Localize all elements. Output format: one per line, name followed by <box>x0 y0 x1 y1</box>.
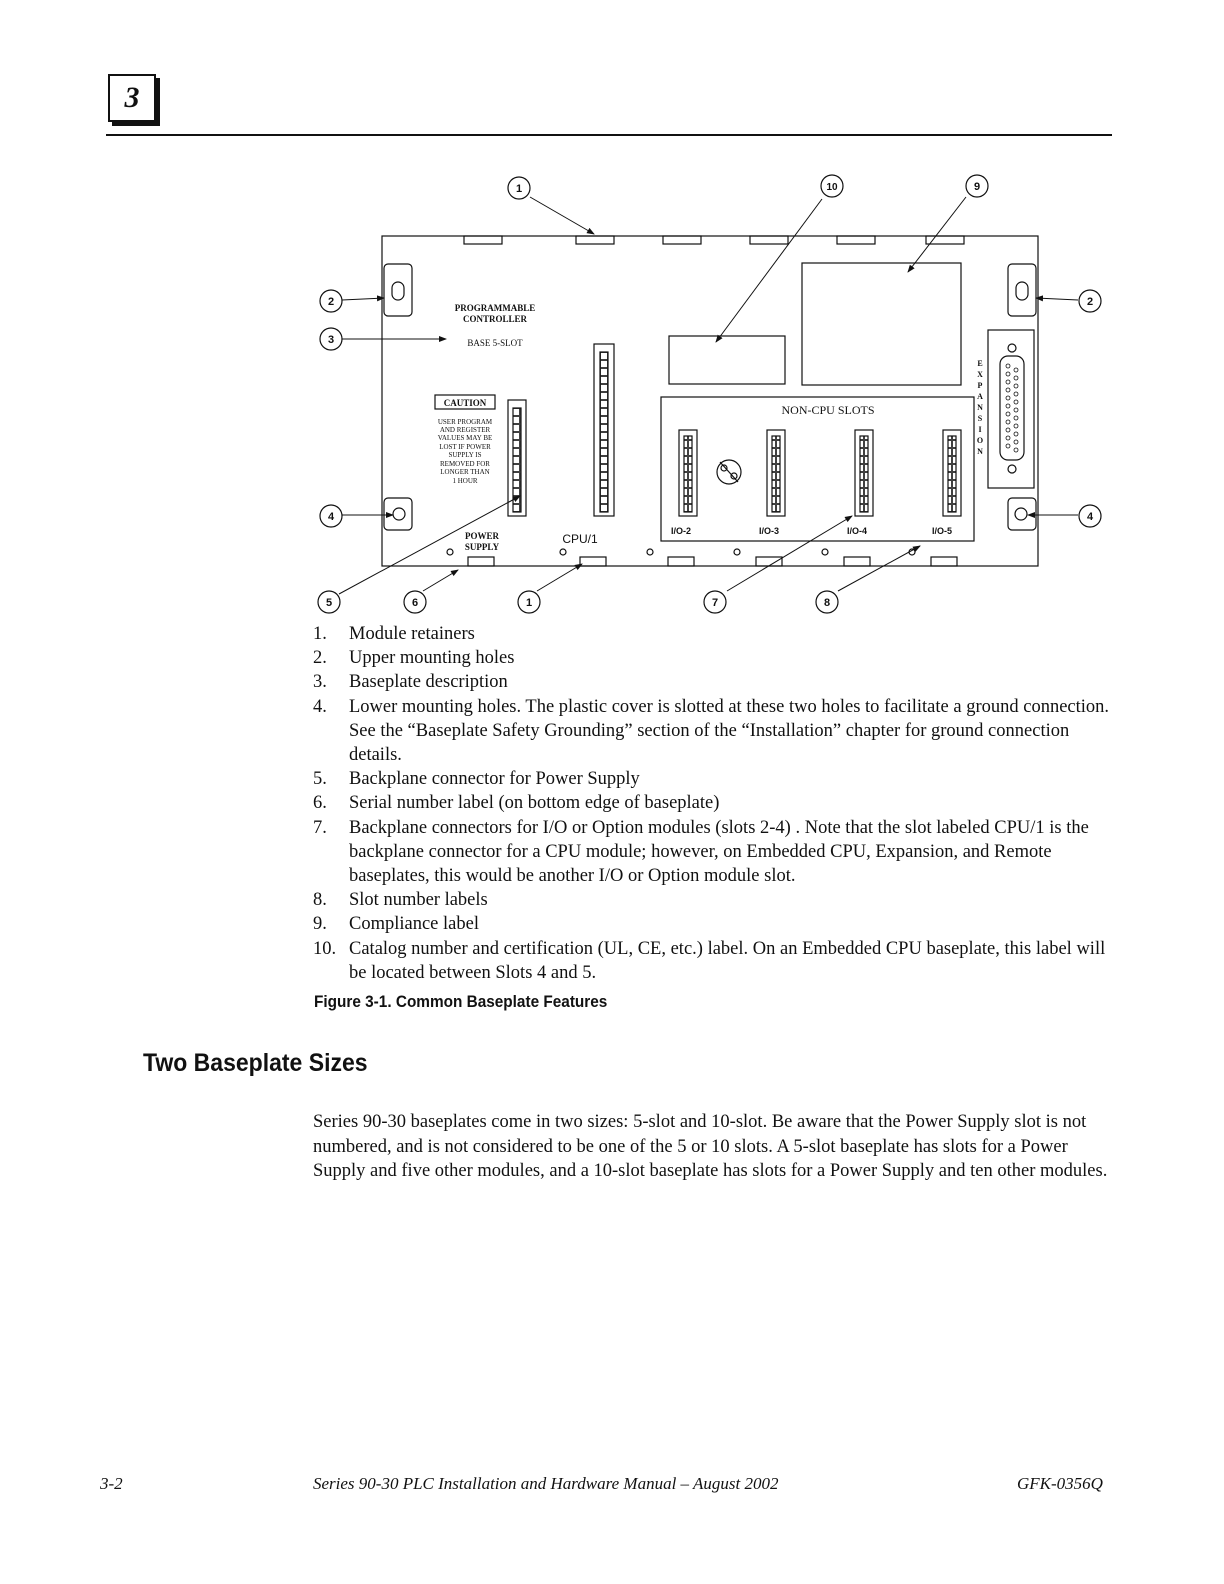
board-title-line1: PROGRAMMABLE <box>454 303 536 313</box>
list-item-text: Backplane connectors for I/O or Option modules (slots 2-4) . Note that the slot labeled CPU/1 is the backplane connector for a CPU module; however, on Embedded CPU, Expansion, and Remote baseplates, this would be another I/O or Option module slot. <box>349 817 1089 887</box>
list-item-number: 5. <box>313 769 327 790</box>
list-item-text: Compliance label <box>349 914 479 935</box>
callout-1-top <box>508 177 530 199</box>
expansion-letter: E <box>977 359 983 368</box>
svg-text:10: 10 <box>826 182 838 193</box>
expansion-letter: A <box>977 392 983 401</box>
callout-6 <box>404 591 426 613</box>
callout-4-right <box>1079 505 1101 527</box>
list-item-number: 4. <box>313 696 327 717</box>
list-item-text: Catalog number and certification (UL, CE, etc.) label. On an Embedded CPU baseplate, this label will be located between Slots 4 and 5. <box>349 938 1106 983</box>
callout-2-left <box>320 290 342 312</box>
power-supply-label-line2: SUPPLY <box>464 542 500 552</box>
header-rule <box>106 134 1112 136</box>
caution-title: CAUTION <box>443 398 487 408</box>
svg-text:6: 6 <box>411 597 419 609</box>
io-slot-label: I/O-3 <box>758 526 780 536</box>
body-paragraph: Series 90-30 baseplates come in two sizes: 5-slot and 10-slot. Be aware that the Power Supply slot is not numbered, and is not considered to be one of the 5 or 10 slots. A 5-slot baseplate has slots for a Power Supply and five other modules, and a 10-slot baseplate has slots for a Power Supply and ten other modules. <box>313 1112 1108 1181</box>
list-item-number: 7. <box>313 817 327 838</box>
base-label: BASE 5-SLOT <box>467 338 523 348</box>
svg-text:1: 1 <box>525 597 533 609</box>
list-item-text: Lower mounting holes. The plastic cover is slotted at these two holes to facilitate a ground connection. See the “Baseplate Safety Grounding” section of the “Installation” chapter for ground connection details. <box>349 696 1110 766</box>
cpu-slot-label: CPU/1 <box>562 532 598 546</box>
list-item-text: Backplane connector for Power Supply <box>349 769 640 790</box>
footer-manual-title: Series 90-30 PLC Installation and Hardware Manual – August 2002 <box>313 1474 779 1493</box>
list-item <box>313 622 1113 646</box>
caution-line: 1 HOUR <box>452 477 478 485</box>
expansion-letter: S <box>977 414 983 423</box>
svg-text:3: 3 <box>327 334 335 346</box>
expansion-letter: N <box>977 447 983 456</box>
callout-7 <box>704 591 726 613</box>
callout-8 <box>816 591 838 613</box>
svg-text:7: 7 <box>711 597 719 609</box>
list-item <box>313 888 1113 912</box>
list-item-number: 10. <box>313 938 337 959</box>
io-slot-label: I/O-4 <box>846 526 868 536</box>
chapter-number-box <box>108 74 156 122</box>
caution-line: AND REGISTER <box>439 426 491 434</box>
chapter-number: 3 <box>124 81 140 114</box>
expansion-letter: I <box>978 425 982 434</box>
list-item-number: 9. <box>313 914 327 935</box>
callout-3 <box>320 328 342 350</box>
svg-text:4: 4 <box>327 511 335 523</box>
expansion-letter: P <box>977 381 983 390</box>
list-item-number: 6. <box>313 793 327 814</box>
list-item <box>313 791 1113 815</box>
list-item <box>313 695 1113 768</box>
figure-caption: Figure 3-1. Common Baseplate Features <box>314 993 608 1011</box>
list-item <box>313 670 1113 694</box>
non-cpu-slots-label: NON-CPU SLOTS <box>781 403 875 417</box>
callout-5 <box>318 591 340 613</box>
list-item-text: Serial number label (on bottom edge of baseplate) <box>349 793 720 814</box>
footer-doc-code: GFK-0356Q <box>1017 1474 1103 1493</box>
list-item <box>313 816 1113 889</box>
callout-9 <box>966 175 988 197</box>
io-slot-label: I/O-2 <box>670 526 692 536</box>
svg-text:2: 2 <box>327 296 335 308</box>
svg-text:4: 4 <box>1086 511 1094 523</box>
caution-line: SUPPLY IS <box>448 451 482 459</box>
power-supply-label-line1: POWER <box>464 531 500 541</box>
board-title-line2: CONTROLLER <box>462 314 528 324</box>
list-item-text: Upper mounting holes <box>349 648 515 669</box>
list-item-number: 1. <box>313 624 327 644</box>
list-item <box>313 937 1113 985</box>
list-item <box>313 767 1113 791</box>
caution-line: LOST IF POWER <box>439 443 491 451</box>
caution-line: REMOVED FOR <box>440 460 490 468</box>
section-heading: Two Baseplate Sizes <box>143 1049 368 1077</box>
expansion-letter: X <box>977 370 983 379</box>
svg-text:5: 5 <box>325 597 333 609</box>
caution-line: LONGER THAN <box>440 468 490 476</box>
list-item-number: 8. <box>313 890 327 911</box>
footer-page-number: 3-2 <box>100 1474 123 1493</box>
list-item-number: 2. <box>313 648 327 669</box>
svg-text:2: 2 <box>1086 296 1094 308</box>
list-item-text: Baseplate description <box>349 672 508 693</box>
svg-text:1: 1 <box>515 183 523 195</box>
caution-line: VALUES MAY BE <box>437 434 493 442</box>
list-item <box>313 646 1113 670</box>
svg-text:9: 9 <box>973 181 981 193</box>
list-item-text: Module retainers <box>349 624 475 644</box>
expansion-letter: O <box>976 436 984 445</box>
caution-line: USER PROGRAM <box>437 418 493 426</box>
feature-list <box>313 622 1113 985</box>
io-slot-label: I/O-5 <box>931 526 953 536</box>
list-item-number: 3. <box>313 672 327 693</box>
callout-4-left <box>320 505 342 527</box>
callout-1-bottom <box>518 591 540 613</box>
callout-10 <box>821 175 843 197</box>
baseplate-figure <box>300 170 1120 620</box>
list-item <box>313 912 1113 936</box>
list-item-text: Slot number labels <box>349 890 488 911</box>
callout-2-right <box>1079 290 1101 312</box>
expansion-letter: N <box>977 403 983 412</box>
svg-text:8: 8 <box>823 597 831 609</box>
